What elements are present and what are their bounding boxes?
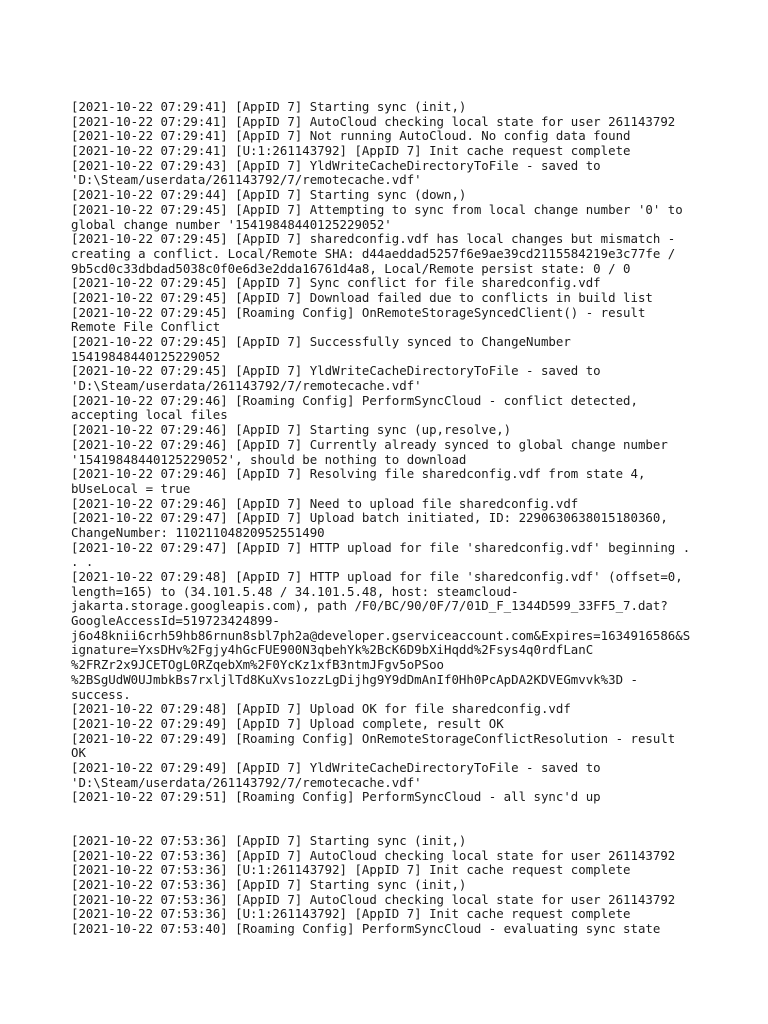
- log-line: [2021-10-22 07:29:45] [AppID 7] Attempting to sync from local change number '0' to: [71, 201, 683, 217]
- log-line: 'D:\Steam/userdata/261143792/7/remotecache.vdf': [71, 378, 422, 394]
- log-line: ChangeNumber: 11021104820952551490: [71, 524, 325, 540]
- log-line: ignature=YxsDHv%2Fgjy4hGcFUE900N3qbehYk%2BcK6D9bXiHqdd%2Fsys4q0rdfLanC: [71, 642, 594, 658]
- log-line: [2021-10-22 07:53:36] [AppID 7] Starting sync (init,): [71, 833, 467, 848]
- log-line: [2021-10-22 07:53:36] [U:1:261143792] [AppID 7] Init cache request complete: [71, 906, 631, 922]
- log-line: [2021-10-22 07:29:46] [AppID 7] Starting sync (up,resolve,): [71, 422, 512, 438]
- log-line: [2021-10-22 07:53:40] [Roaming Config] PerformSyncCloud - evaluating sync state: [71, 921, 661, 937]
- log-line: [2021-10-22 07:29:41] [AppID 7] AutoCloud checking local state for user 261143792: [71, 113, 676, 129]
- log-line: '15419848440125229052', should be nothing to download: [71, 451, 467, 467]
- log-line: GoogleAccessId=519723424899-: [71, 613, 280, 629]
- log-line: accepting local files: [71, 407, 228, 423]
- log-line: [2021-10-22 07:29:49] [AppID 7] YldWriteCacheDirectoryToFile - saved to: [71, 759, 601, 775]
- log-line: global change number '15419848440125229052': [71, 216, 392, 232]
- log-document: [71, 100, 711, 937]
- log-line: [2021-10-22 07:29:47] [AppID 7] HTTP upload for file 'sharedconfig.vdf' beginning .: [71, 539, 691, 555]
- log-line: [2021-10-22 07:29:45] [AppID 7] sharedconfig.vdf has local changes but mismatch -: [71, 231, 676, 247]
- log-line: [2021-10-22 07:29:41] [U:1:261143792] [AppID 7] Init cache request complete: [71, 143, 631, 159]
- log-line: [2021-10-22 07:53:36] [AppID 7] Starting sync (init,): [71, 877, 467, 893]
- log-line: [2021-10-22 07:29:51] [Roaming Config] PerformSyncCloud - all sync'd up: [71, 789, 601, 805]
- log-line: [2021-10-22 07:29:41] [AppID 7] Not running AutoCloud. No config data found: [71, 128, 631, 144]
- log-line: [2021-10-22 07:29:41] [AppID 7] Starting sync (init,): [71, 99, 467, 114]
- log-line: [2021-10-22 07:29:48] [AppID 7] HTTP upload for file 'sharedconfig.vdf' (offset=0,: [71, 569, 683, 584]
- log-line: %2BSgUdW0UJmbkBs7rxljlTd8KuXvs1ozzLgDijhg9Y9dDmAnIf0Hh0PcApDA2KDVEGmvvk%3D -: [71, 671, 638, 687]
- log-line: [2021-10-22 07:29:43] [AppID 7] YldWriteCacheDirectoryToFile - saved to: [71, 157, 601, 173]
- log-line: bUseLocal = true: [71, 480, 191, 496]
- log-line: 'D:\Steam/userdata/261143792/7/remotecache.vdf': [71, 172, 422, 188]
- log-line: creating a conflict. Local/Remote SHA: d44aeddad5257f6e9ae39cd2115584219e3c77fe /: [71, 245, 676, 261]
- log-line: [2021-10-22 07:29:44] [AppID 7] Starting sync (down,): [71, 187, 467, 203]
- log-line: [2021-10-22 07:29:49] [Roaming Config] OnRemoteStorageConflictResolution - result: [71, 730, 676, 746]
- log-line: success.: [71, 686, 131, 702]
- log-line: Remote File Conflict: [71, 319, 221, 335]
- log-line: [2021-10-22 07:29:45] [Roaming Config] OnRemoteStorageSyncedClient() - result: [71, 304, 646, 320]
- log-line: [2021-10-22 07:53:36] [AppID 7] AutoCloud checking local state for user 261143792: [71, 847, 676, 863]
- log-line: [2021-10-22 07:29:45] [AppID 7] Successfully synced to ChangeNumber: [71, 334, 571, 349]
- log-line: length=165) to (34.101.5.48 / 34.101.5.48, host: steamcloud-: [71, 583, 519, 599]
- log-block-1: [71, 100, 711, 805]
- log-line: . .: [71, 554, 94, 570]
- log-line: j6o48knii6crh59hb86rnun8sbl7ph2a@developer.gserviceaccount.com&Expires=1634916586&S: [71, 627, 691, 643]
- log-line: OK: [71, 745, 86, 761]
- log-line: [2021-10-22 07:29:46] [AppID 7] Currently already synced to global change number: [71, 436, 668, 452]
- log-line: %2FRZr2x9JCETOgL0RZqebXm%2F0YcKz1xfB3ntmJFgv5oPSoo: [71, 657, 444, 673]
- log-line: 15419848440125229052: [71, 348, 221, 364]
- log-line: [2021-10-22 07:29:46] [Roaming Config] PerformSyncCloud - conflict detected,: [71, 392, 638, 408]
- log-line: [2021-10-22 07:29:48] [AppID 7] Upload OK for file sharedconfig.vdf: [71, 701, 571, 717]
- log-line: [2021-10-22 07:53:36] [U:1:261143792] [AppID 7] Init cache request complete: [71, 862, 631, 878]
- log-line: 9b5cd0c33dbdad5038c0f0e6d3e2dda16761d4a8, Local/Remote persist state: 0 / 0: [71, 260, 631, 276]
- log-line: [2021-10-22 07:29:45] [AppID 7] Sync conflict for file sharedconfig.vdf: [71, 275, 601, 291]
- log-line: jakarta.storage.googleapis.com), path /F0/BC/90/0F/7/01D_F_1344D599_33FF5_7.dat?: [71, 598, 668, 614]
- log-line: [2021-10-22 07:29:47] [AppID 7] Upload batch initiated, ID: 2290630638015180360,: [71, 510, 668, 526]
- log-line: [2021-10-22 07:53:36] [AppID 7] AutoCloud checking local state for user 261143792: [71, 891, 676, 907]
- log-line: [2021-10-22 07:29:45] [AppID 7] Download failed due to conflicts in build list: [71, 289, 653, 305]
- log-line: [2021-10-22 07:29:45] [AppID 7] YldWriteCacheDirectoryToFile - saved to: [71, 363, 601, 379]
- log-line: [2021-10-22 07:29:49] [AppID 7] Upload complete, result OK: [71, 715, 504, 731]
- log-line: 'D:\Steam/userdata/261143792/7/remotecache.vdf': [71, 774, 422, 790]
- log-line: [2021-10-22 07:29:46] [AppID 7] Resolving file sharedconfig.vdf from state 4,: [71, 466, 646, 482]
- log-line: [2021-10-22 07:29:46] [AppID 7] Need to upload file sharedconfig.vdf: [71, 495, 579, 511]
- log-block-2: [71, 834, 711, 937]
